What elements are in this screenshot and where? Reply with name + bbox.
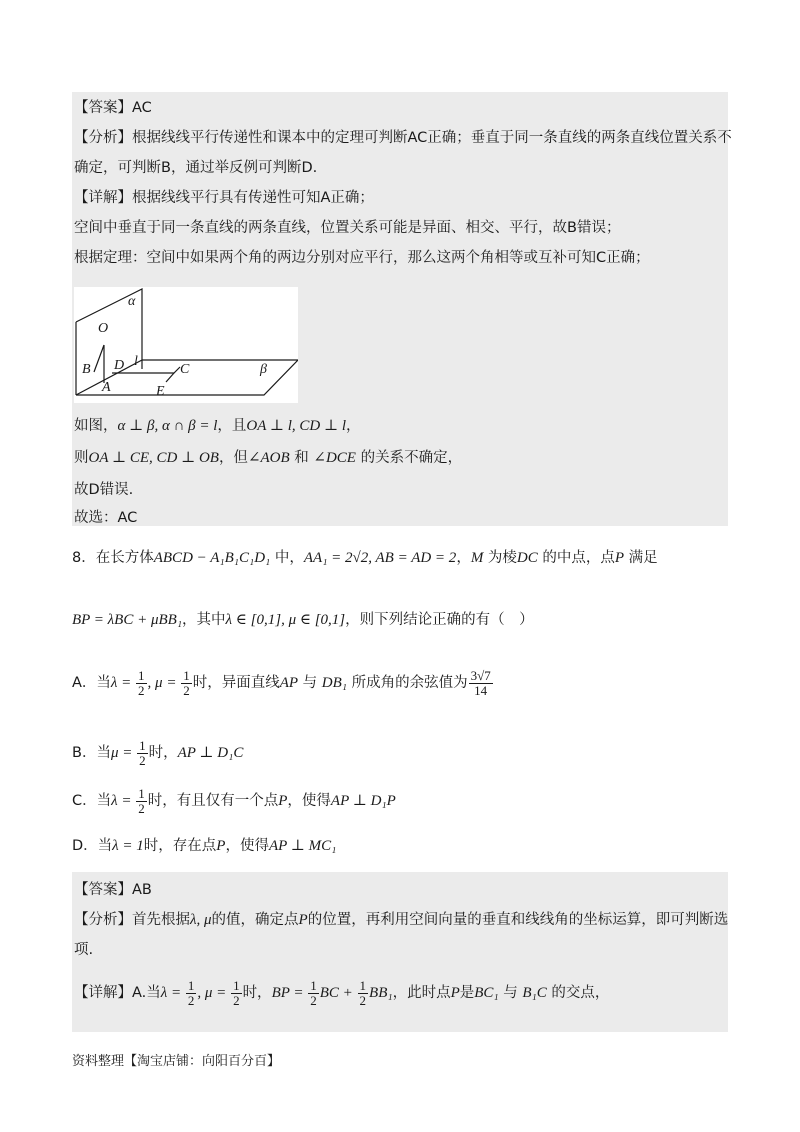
q-mid4: 的中点，点 [537, 550, 615, 566]
question-8-vector [72, 610, 534, 630]
det2-prefix: 【详解】A.当 [74, 985, 161, 1001]
frac-num: 1 [310, 977, 317, 993]
optA-mu-frac [181, 669, 192, 698]
frac-num: 3√7 [470, 667, 491, 683]
detail-line-3: 根据定理：空间中如果两个角的两边分别对应平行，那么这两个角相等或互补可知C正确； [74, 250, 650, 266]
frac-den: 2 [233, 992, 240, 1008]
label-B: B [82, 362, 91, 377]
option-C [72, 784, 396, 818]
then-and: 和 [289, 450, 314, 466]
an2-math: λ, μ [190, 912, 212, 928]
det2-and: 与 [498, 985, 523, 1001]
frac-den: 2 [139, 752, 146, 768]
frac-num: 1 [183, 667, 190, 683]
det2-lam: λ = [160, 985, 185, 1001]
detail-line-1: 【详解】根据线线平行具有传递性可知A正确； [74, 190, 374, 206]
det2-BC1: BC₁ [474, 985, 499, 1001]
then-prefix: 则 [74, 450, 89, 466]
question-8-stem [72, 548, 658, 568]
frac-den: 2 [310, 992, 317, 1008]
then-line [74, 448, 462, 468]
cond-prefix: 如图， [74, 418, 118, 434]
label-alpha: α [128, 294, 136, 309]
an2-prefix: 【分析】首先根据 [74, 912, 190, 928]
vec-eq: BP = λBC + μBB₁ [72, 612, 183, 628]
q-end: 满足 [624, 550, 658, 566]
geometry-figure [74, 287, 298, 403]
optA-lam: λ = [110, 675, 136, 691]
frac-num: 1 [233, 977, 240, 993]
cond-math-2: OA ⊥ l, CD ⊥ l [246, 418, 347, 434]
vec-range: λ ∈ [0,1], μ ∈ [0,1] [225, 612, 346, 628]
optC-math: AP ⊥ D₁P [330, 793, 396, 809]
det2-frac-2 [358, 979, 369, 1008]
det2-mu-frac [231, 979, 242, 1008]
optA-DB1: DB₁ [321, 675, 347, 691]
det2-BB1: BB₁ [369, 985, 393, 1001]
det2-end: 的交点， [546, 985, 610, 1001]
optA-end: 所成角的余弦值为 [346, 675, 468, 691]
optB-prefix: B．当 [72, 745, 111, 761]
optD-prefix: D．当 [72, 838, 113, 854]
optB-math: AP ⊥ D₁C [177, 745, 244, 761]
optD-mid: 时，存在点 [143, 838, 217, 854]
frac-den: 2 [359, 992, 367, 1008]
cond-math-1: α ⊥ β, α ∩ β = l [117, 418, 218, 434]
optC-prefix: C．当 [72, 793, 112, 809]
optC-mid: 时，有且仅有一个点 [147, 793, 279, 809]
vec-end: ，则下列结论正确的有（ ） [345, 612, 534, 628]
analysis2-line-2: 项. [74, 942, 94, 958]
optC-frac [136, 787, 147, 816]
optC-P: P [278, 793, 288, 809]
condition-line [74, 416, 361, 436]
det2-lam-frac [186, 979, 197, 1008]
label-l: l [134, 354, 138, 369]
frac-num: 1 [138, 667, 145, 683]
q-mid3: 为棱 [483, 550, 517, 566]
frac-num: 1 [139, 737, 146, 753]
optA-prefix: A．当 [72, 675, 111, 691]
q-prefix: 8．在长方体 [72, 550, 154, 566]
det2-frac-1 [308, 979, 319, 1008]
det2-vec: BP = [271, 985, 308, 1001]
q-M: M [470, 550, 484, 566]
optA-lam-frac [136, 669, 147, 698]
page-footer: 资料整理【淘宝店铺：向阳百分百】 [72, 1054, 281, 1069]
frac-den: 2 [183, 682, 190, 698]
answer-label-1: 【答案】AC [74, 100, 152, 116]
optB-mid: 时， [148, 745, 178, 761]
det2-P: P [450, 985, 460, 1001]
then-mid: ，但 [218, 450, 248, 466]
q-DC: DC [516, 550, 538, 566]
q-mid1: 中， [270, 550, 304, 566]
det2-mid: 时， [242, 985, 272, 1001]
then-math-2: ∠AOB [247, 450, 290, 466]
option-A [72, 666, 494, 700]
optD-lam: λ = 1 [112, 838, 144, 854]
optA-mid: 时，异面直线 [192, 675, 280, 691]
segment-OB [94, 345, 104, 372]
label-A: A [102, 380, 111, 395]
label-beta: β [260, 362, 267, 377]
optA-mu: , μ = [147, 675, 181, 691]
optA-value [469, 669, 493, 698]
frac-den: 2 [138, 682, 145, 698]
vec-mid: ，其中 [182, 612, 226, 628]
then-end: 的关系不确定， [355, 450, 463, 466]
frac-num: 1 [138, 785, 145, 801]
optB-frac [137, 739, 148, 768]
option-D [72, 836, 336, 856]
det2-mu: , μ = [197, 985, 231, 1001]
choose-line: 故选：AC [74, 510, 138, 526]
optD-P: P [216, 838, 226, 854]
optA-with: 与 [298, 675, 322, 691]
label-E: E [156, 384, 165, 399]
optA-AP: AP [279, 675, 299, 691]
segment-CE [166, 373, 174, 382]
detail-line-2: 空间中垂直于同一条直线的两条直线，位置关系可能是异面、相交、平行，故B错误； [74, 220, 621, 236]
an2-P: P [298, 912, 308, 928]
then-math-3: ∠DCE [313, 450, 356, 466]
cond-end: ， [346, 418, 361, 434]
optC-mid2: ，使得 [287, 793, 331, 809]
analysis2-line-1 [74, 910, 728, 930]
frac-num: 1 [187, 977, 195, 993]
frac-den: 14 [474, 682, 488, 698]
planes-diagram [74, 287, 298, 403]
cond-mid: ，且 [217, 418, 247, 434]
analysis-line-1: 【分析】根据线线平行传递性和课本中的定理可判断AC正确；垂直于同一条直线的两条直线位置关系不 [74, 130, 732, 146]
frac-den: 2 [138, 800, 145, 816]
frac-den: 2 [187, 992, 195, 1008]
frac-num: 1 [359, 977, 367, 993]
q-box: ABCD − A₁B₁C₁D₁ [153, 550, 271, 566]
label-D: D [114, 358, 125, 373]
optC-lam: λ = [111, 793, 136, 809]
an2-end: 的位置，再利用空间向量的垂直和线线角的坐标运算，即可判断选 [307, 912, 729, 928]
label-C: C [180, 362, 190, 377]
analysis-line-2: 确定，可判断B，通过举反例可判断D. [74, 160, 318, 176]
optD-mid2: ，使得 [225, 838, 269, 854]
detail2-line [74, 976, 609, 1010]
q-mid2: ， [456, 550, 471, 566]
q-P: P [614, 550, 625, 566]
answer-label-2: 【答案】AB [74, 882, 152, 898]
q-cond: AA₁ = 2√2, AB = AD = 2 [303, 550, 457, 566]
option-B [72, 736, 243, 770]
optD-math: AP ⊥ MC₁ [268, 838, 337, 854]
det2-B1C: B₁C [522, 985, 547, 1001]
label-O: O [98, 321, 109, 336]
det2-mid2: ，此时点 [392, 985, 451, 1001]
det2-is: 是 [459, 985, 475, 1001]
optB-mu: μ = [110, 745, 137, 761]
an2-mid: 的值，确定点 [211, 912, 299, 928]
det2-BC: BC + [319, 985, 357, 1001]
d-wrong-line: 故D错误. [74, 482, 134, 498]
then-math-1: OA ⊥ CE, CD ⊥ OB [88, 450, 219, 466]
